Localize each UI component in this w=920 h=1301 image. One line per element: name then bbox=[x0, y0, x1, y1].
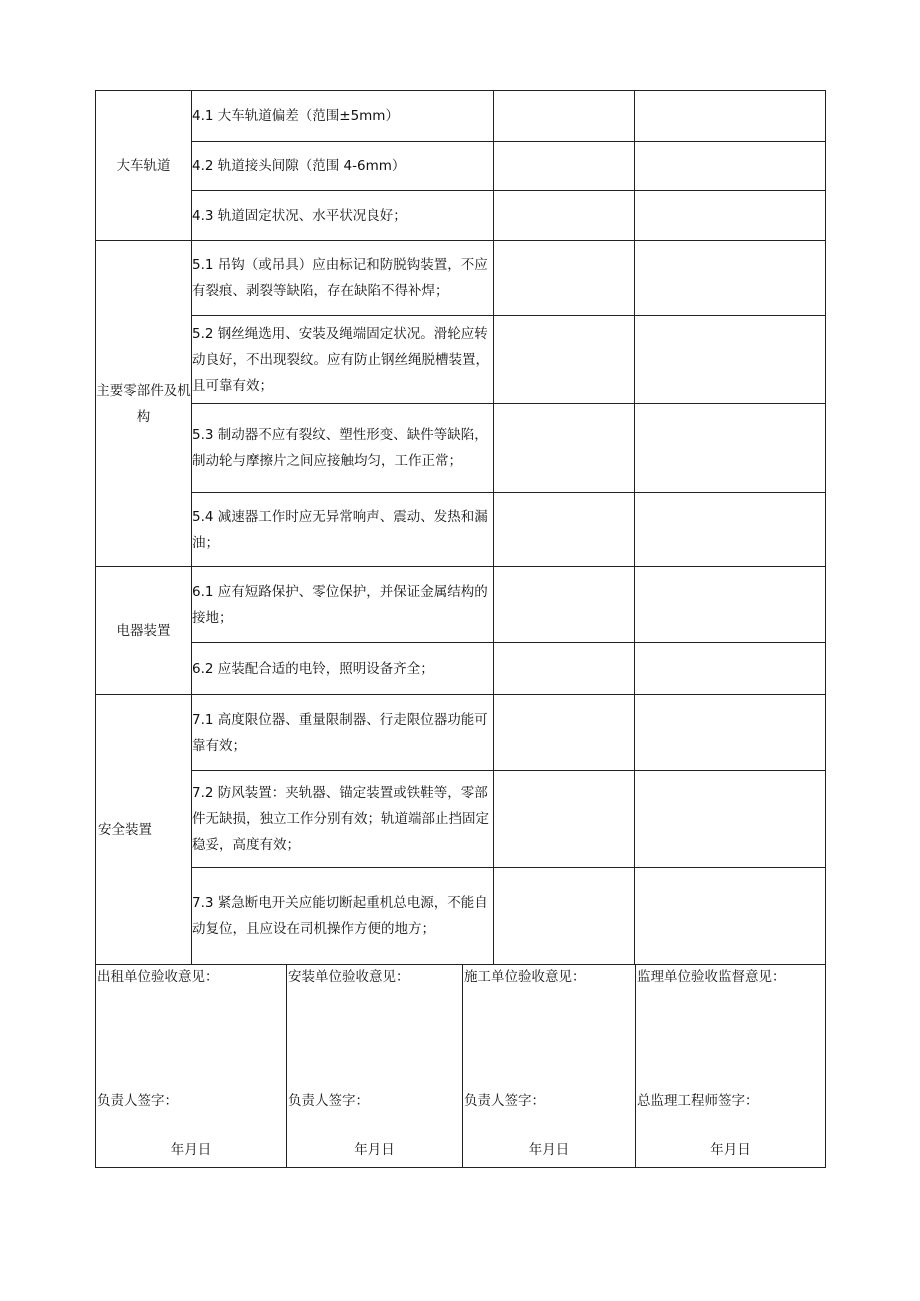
table-row bbox=[96, 316, 826, 404]
signature-title: 安装单位验收意见： bbox=[288, 969, 410, 985]
item-5-1: 5.1 吊钩（或吊具）应由标记和防脱钩装置，不应有裂痕、剥裂等缺陷，存在缺陷不得补焊； bbox=[192, 241, 494, 316]
signature-label: 负责人签字： bbox=[288, 1093, 369, 1109]
category-safety: 安全装置 bbox=[96, 695, 192, 965]
remark-cell[interactable] bbox=[635, 241, 826, 316]
signature-supervision[interactable] bbox=[636, 965, 826, 1167]
table-row bbox=[96, 404, 826, 493]
remark-cell[interactable] bbox=[635, 868, 826, 965]
item-5-2: 5.2 钢丝绳选用、安装及绳端固定状况。滑轮应转动良好，不出现裂纹。应有防止钢丝绳脱槽装置，且可靠有效； bbox=[192, 316, 494, 404]
table-row bbox=[96, 91, 826, 142]
remark-cell[interactable] bbox=[635, 316, 826, 404]
table-row bbox=[96, 191, 826, 241]
inspection-table bbox=[95, 90, 826, 965]
remark-cell[interactable] bbox=[635, 567, 826, 643]
item-7-2: 7.2 防风装置：夹轨器、锚定装置或铁鞋等，零部件无缺损，独立工作分别有效；轨道端部止挡固定稳妥，高度有效； bbox=[192, 771, 494, 868]
table-row bbox=[96, 493, 826, 567]
remark-cell[interactable] bbox=[635, 643, 826, 695]
result-cell[interactable] bbox=[494, 241, 635, 316]
result-cell[interactable] bbox=[494, 191, 635, 241]
table-row bbox=[96, 771, 826, 868]
signature-title: 出租单位验收意见： bbox=[97, 969, 219, 985]
remark-cell[interactable] bbox=[635, 404, 826, 493]
item-6-1: 6.1 应有短路保护、零位保护，并保证金属结构的接地； bbox=[192, 567, 494, 643]
signature-label: 负责人签字： bbox=[464, 1093, 545, 1109]
remark-cell[interactable] bbox=[635, 695, 826, 771]
remark-cell[interactable] bbox=[635, 191, 826, 241]
item-5-4: 5.4 减速器工作时应无异常响声、震动、发热和漏油； bbox=[192, 493, 494, 567]
signature-table bbox=[95, 965, 826, 1168]
result-cell[interactable] bbox=[494, 771, 635, 868]
signature-title: 施工单位验收意见： bbox=[464, 969, 586, 985]
category-electric: 电器装置 bbox=[96, 567, 192, 695]
signature-date: 年月日 bbox=[354, 1142, 395, 1158]
signature-date: 年月日 bbox=[528, 1142, 570, 1158]
result-cell[interactable] bbox=[494, 868, 635, 965]
item-7-3: 7.3 紧急断电开关应能切断起重机总电源，不能自动复位，且应设在司机操作方便的地方； bbox=[192, 868, 494, 965]
result-cell[interactable] bbox=[494, 316, 635, 404]
result-cell[interactable] bbox=[494, 695, 635, 771]
remark-cell[interactable] bbox=[635, 142, 826, 191]
item-4-1: 4.1 大车轨道偏差（范围±5mm） bbox=[192, 91, 494, 142]
item-7-1: 7.1 高度限位器、重量限制器、行走限位器功能可靠有效； bbox=[192, 695, 494, 771]
signature-title: 监理单位验收监督意见： bbox=[637, 969, 786, 985]
result-cell[interactable] bbox=[494, 493, 635, 567]
remark-cell[interactable] bbox=[635, 771, 826, 868]
remark-cell[interactable] bbox=[635, 493, 826, 567]
result-cell[interactable] bbox=[494, 567, 635, 643]
signature-rental[interactable] bbox=[96, 965, 287, 1167]
result-cell[interactable] bbox=[494, 91, 635, 142]
table-row bbox=[96, 241, 826, 316]
acceptance-form bbox=[95, 90, 825, 1168]
signature-label: 负责人签字： bbox=[97, 1093, 178, 1109]
category-parts: 主要零部件及机构 bbox=[96, 241, 192, 567]
table-row bbox=[96, 643, 826, 695]
result-cell[interactable] bbox=[494, 142, 635, 191]
item-6-2: 6.2 应装配合适的电铃，照明设备齐全； bbox=[192, 643, 494, 695]
result-cell[interactable] bbox=[494, 404, 635, 493]
signature-construction[interactable] bbox=[463, 965, 636, 1167]
remark-cell[interactable] bbox=[635, 91, 826, 142]
category-track: 大车轨道 bbox=[96, 91, 192, 241]
table-row bbox=[96, 567, 826, 643]
table-row bbox=[96, 868, 826, 965]
signature-label: 总监理工程师签字： bbox=[637, 1093, 759, 1109]
item-4-3: 4.3 轨道固定状况、水平状况良好； bbox=[192, 191, 494, 241]
signature-date: 年月日 bbox=[170, 1142, 212, 1158]
table-row bbox=[96, 142, 826, 191]
result-cell[interactable] bbox=[494, 643, 635, 695]
table-row bbox=[96, 695, 826, 771]
item-5-3: 5.3 制动器不应有裂纹、塑性形变、缺件等缺陷，制动轮与摩擦片之间应接触均匀，工作正常； bbox=[192, 404, 494, 493]
item-4-2: 4.2 轨道接头间隙（范围 4-6mm） bbox=[192, 142, 494, 191]
signature-install[interactable] bbox=[287, 965, 463, 1167]
signature-date: 年月日 bbox=[710, 1142, 751, 1158]
